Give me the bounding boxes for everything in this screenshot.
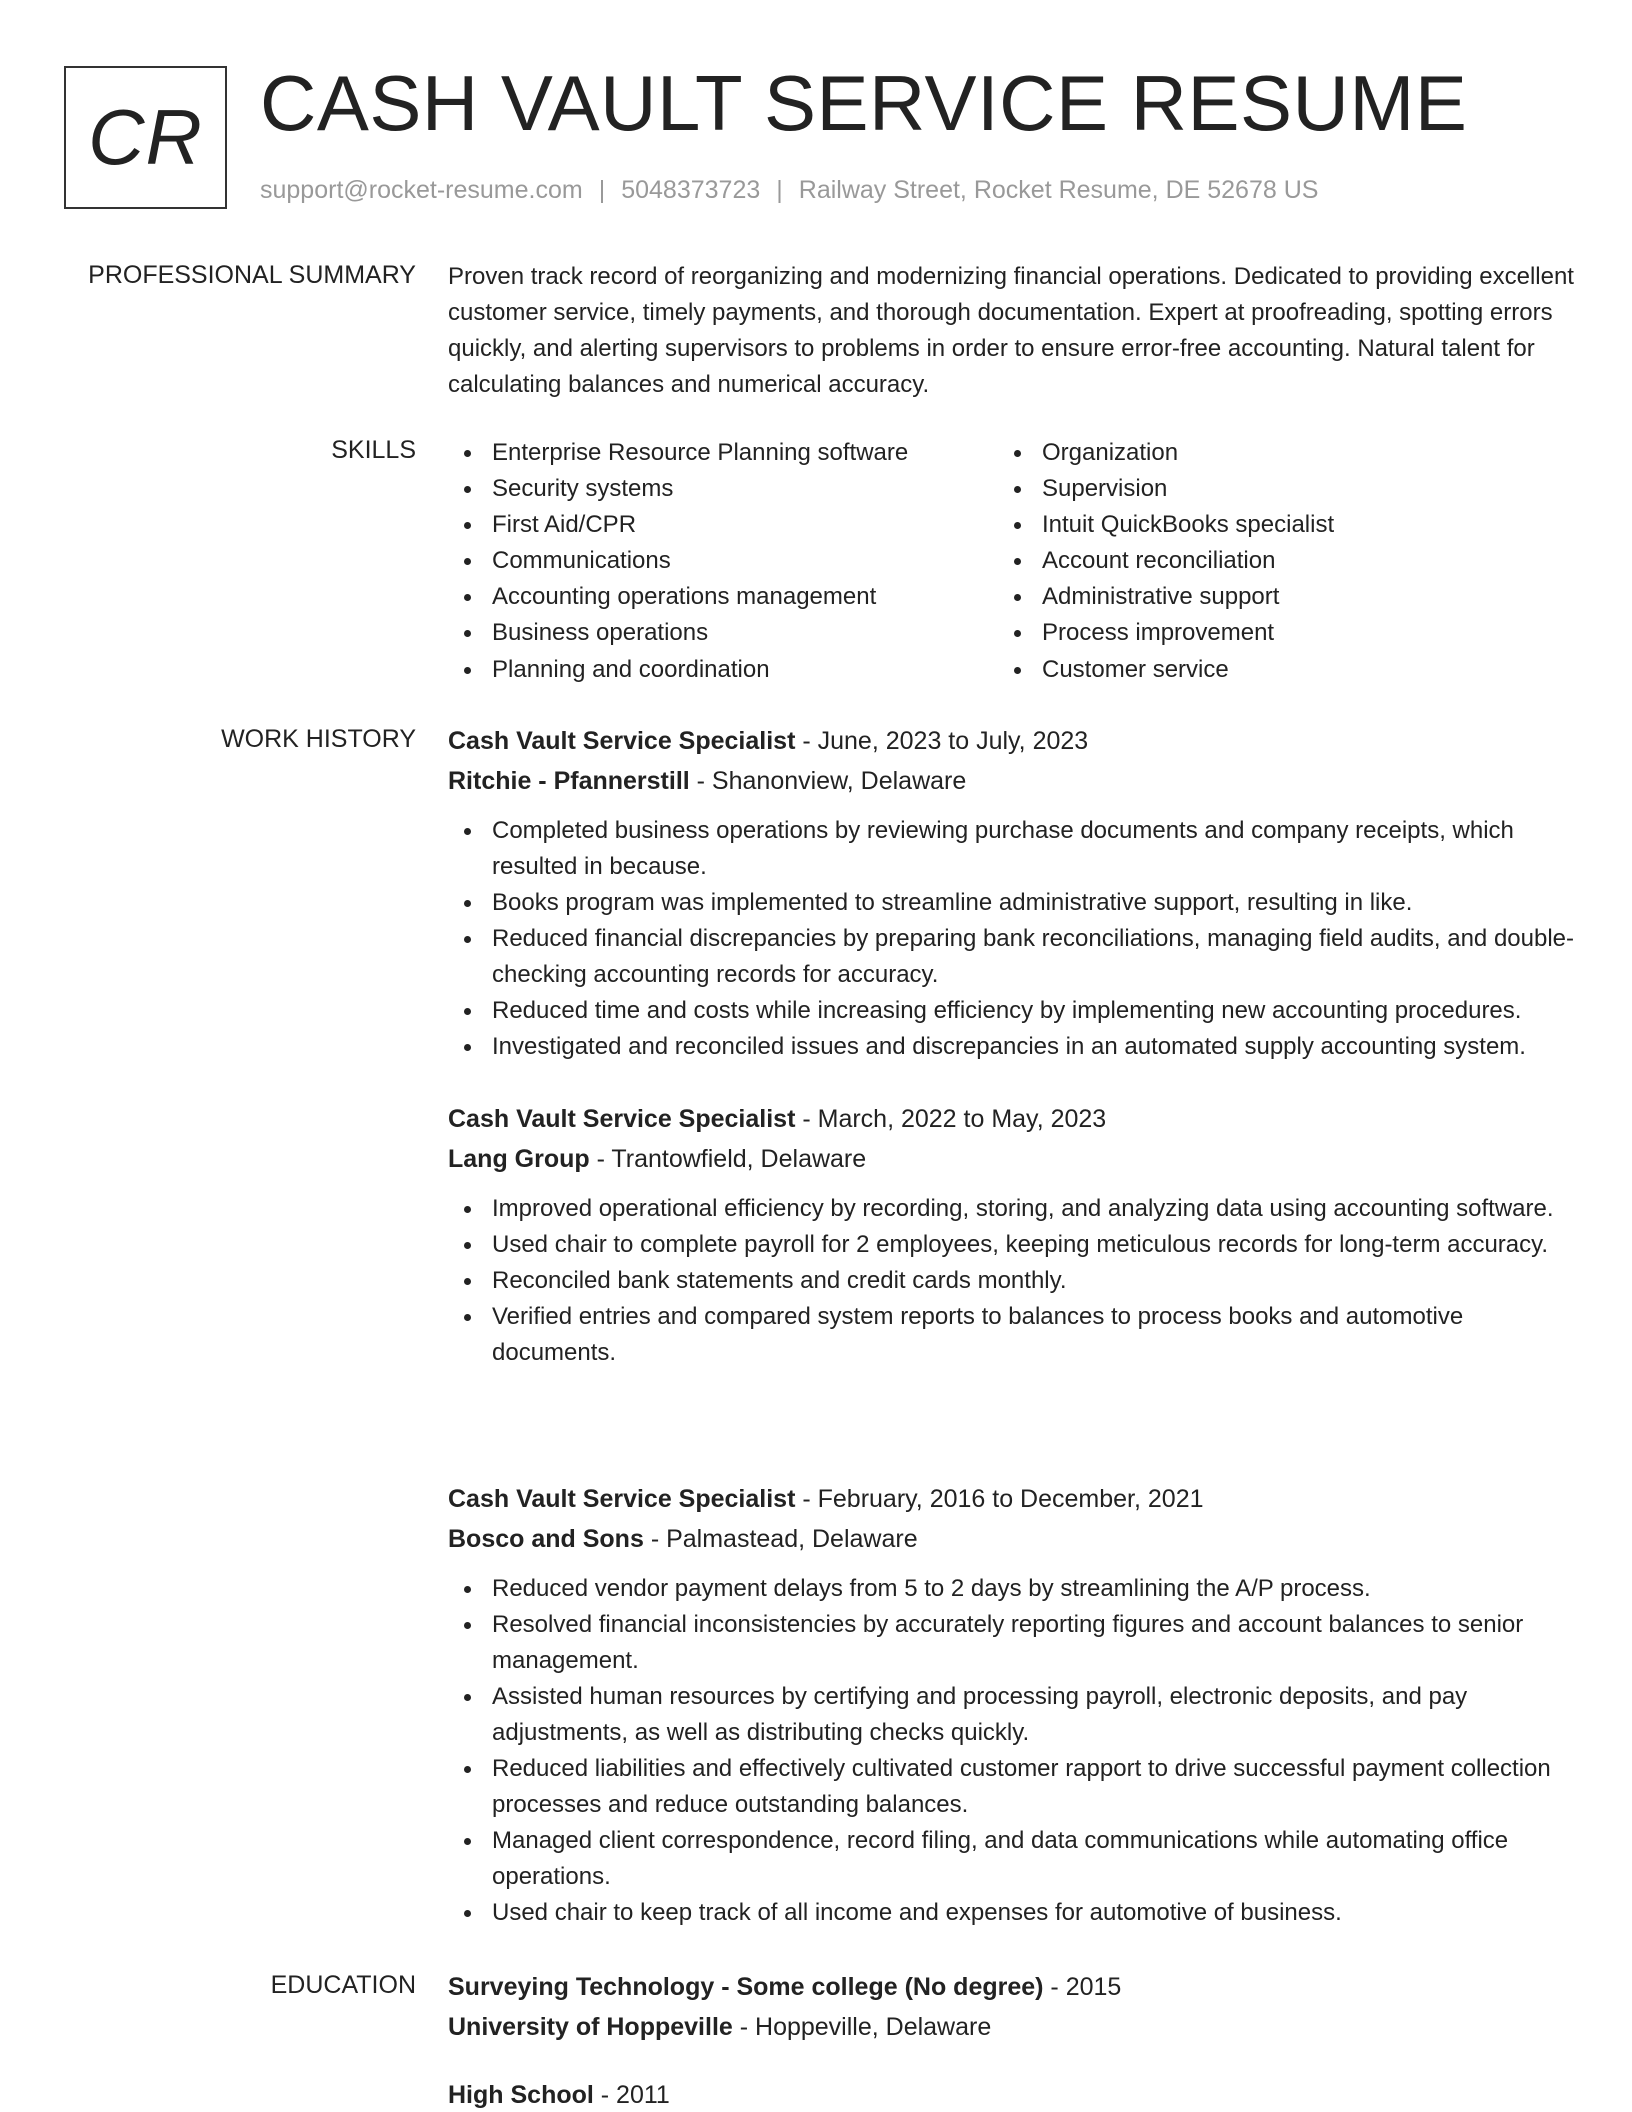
contact-line	[260, 176, 1318, 205]
skill-item: Planning and coordination	[448, 652, 998, 688]
job-company: Ritchie - Pfannerstill	[448, 767, 690, 795]
job-location: - Trantowfield, Delaware	[589, 1145, 867, 1173]
education-degree: High School	[448, 2081, 594, 2109]
job-bullet: Managed client correspondence, record filing, and data communications while automating office operations.	[448, 1823, 1578, 1895]
job-dates: - June, 2023 to July, 2023	[795, 727, 1089, 755]
education-year: - 2011	[593, 2081, 670, 2109]
job-bullet: Reconciled bank statements and credit cards monthly.	[448, 1263, 1578, 1299]
contact-email: support@rocket-resume.com	[260, 176, 583, 204]
skill-item: Intuit QuickBooks specialist	[998, 507, 1548, 543]
education-degree: Surveying Technology - Some college (No degree)	[448, 1973, 1044, 2001]
education-year: - 2015	[1043, 1973, 1122, 2001]
skill-item: Business operations	[448, 615, 998, 651]
skill-item: Enterprise Resource Planning software	[448, 435, 998, 471]
page-title: CASH VAULT SERVICE RESUME	[260, 59, 1468, 147]
job-entry	[448, 1479, 1578, 1931]
job-title: Cash Vault Service Specialist	[448, 1485, 796, 1513]
summary-text: Proven track record of reorganizing and modernizing financial operations. Dedicated to providing excellent customer service, timely payments, and thorough documentation. Expert at proofreading, spotting errors quickly, and alerting supervisors to problems in order to ensure error-free accounting. Natural talent for calculating balances and numerical accuracy.	[448, 263, 1574, 398]
education-school: University of Hoppeville	[448, 2013, 733, 2041]
job-location: - Palmastead, Delaware	[643, 1525, 918, 1553]
job-bullets	[448, 1191, 1578, 1371]
job-bullet: Improved operational efficiency by recording, storing, and analyzing data using accounting software.	[448, 1191, 1578, 1227]
skills-column-left	[448, 435, 998, 688]
job-title-line	[448, 1479, 1578, 1519]
contact-separator: |	[776, 176, 783, 204]
job-bullet: Reduced financial discrepancies by preparing bank reconciliations, managing field audits, and double-checking accounting records for accuracy.	[448, 921, 1578, 993]
skills-list	[448, 435, 1578, 688]
section-label-summary: PROFESSIONAL SUMMARY	[88, 261, 416, 289]
job-dates: - March, 2022 to May, 2023	[795, 1105, 1107, 1133]
job-bullet: Assisted human resources by certifying and processing payroll, electronic deposits, and pay adjustments, as well as distributing checks quickly.	[448, 1679, 1578, 1751]
skill-item: Account reconciliation	[998, 543, 1548, 579]
monogram: CR	[64, 66, 227, 209]
education-degree-line	[448, 1967, 1578, 2007]
job-company-line	[448, 1519, 1578, 1559]
job-company-line	[448, 761, 1578, 801]
skill-item: Customer service	[998, 652, 1548, 688]
job-title-line	[448, 1099, 1578, 1139]
skill-item: Organization	[998, 435, 1548, 471]
job-bullet: Reduced liabilities and effectively cultivated customer rapport to drive successful payment collection processes and reduce outstanding balances.	[448, 1751, 1578, 1823]
education-entry	[448, 1967, 1578, 2047]
job-bullet: Verified entries and compared system reports to balances to process books and automotive documents.	[448, 1299, 1578, 1371]
section-label-education: EDUCATION	[270, 1971, 416, 1999]
skill-item: Security systems	[448, 471, 998, 507]
contact-address: Railway Street, Rocket Resume, DE 52678 US	[798, 176, 1319, 204]
section-label-skills: SKILLS	[331, 436, 416, 464]
job-bullet: Reduced time and costs while increasing efficiency by implementing new accounting procedures.	[448, 993, 1578, 1029]
job-bullet: Used chair to complete payroll for 2 employees, keeping meticulous records for long-term accuracy.	[448, 1227, 1578, 1263]
skills-column-right	[998, 435, 1548, 688]
job-bullet: Investigated and reconciled issues and discrepancies in an automated supply accounting system.	[448, 1029, 1578, 1065]
job-title-line	[448, 721, 1578, 761]
job-bullet: Used chair to keep track of all income and expenses for automotive of business.	[448, 1895, 1578, 1931]
job-title: Cash Vault Service Specialist	[448, 1105, 796, 1133]
job-bullets	[448, 1571, 1578, 1931]
job-bullet: Completed business operations by reviewing purchase documents and company receipts, which resulted in because.	[448, 813, 1578, 885]
section-label-work: WORK HISTORY	[221, 725, 416, 753]
job-title: Cash Vault Service Specialist	[448, 727, 796, 755]
job-entry	[448, 1099, 1578, 1371]
job-bullet: Resolved financial inconsistencies by accurately reporting figures and account balances to senior management.	[448, 1607, 1578, 1679]
job-bullets	[448, 813, 1578, 1065]
education-school-line	[448, 2007, 1578, 2047]
job-dates: - February, 2016 to December, 2021	[795, 1485, 1204, 1513]
skill-item: Administrative support	[998, 579, 1548, 615]
education-entry	[448, 2075, 1578, 2112]
job-company: Bosco and Sons	[448, 1525, 644, 1553]
skill-item: Communications	[448, 543, 998, 579]
job-company-line	[448, 1139, 1578, 1179]
job-entry	[448, 721, 1578, 1065]
education-degree-line	[448, 2075, 1578, 2112]
education-location: - Hoppeville, Delaware	[732, 2013, 992, 2041]
contact-phone: 5048373723	[621, 176, 761, 204]
skill-item: Accounting operations management	[448, 579, 998, 615]
contact-separator: |	[598, 176, 606, 204]
job-bullet: Books program was implemented to streamline administrative support, resulting in like.	[448, 885, 1578, 921]
job-company: Lang Group	[448, 1145, 590, 1173]
skill-item: Supervision	[998, 471, 1548, 507]
skill-item: First Aid/CPR	[448, 507, 998, 543]
skill-item: Process improvement	[998, 615, 1548, 651]
job-location: - Shanonview, Delaware	[689, 767, 967, 795]
job-bullet: Reduced vendor payment delays from 5 to 2 days by streamlining the A/P process.	[448, 1571, 1578, 1607]
